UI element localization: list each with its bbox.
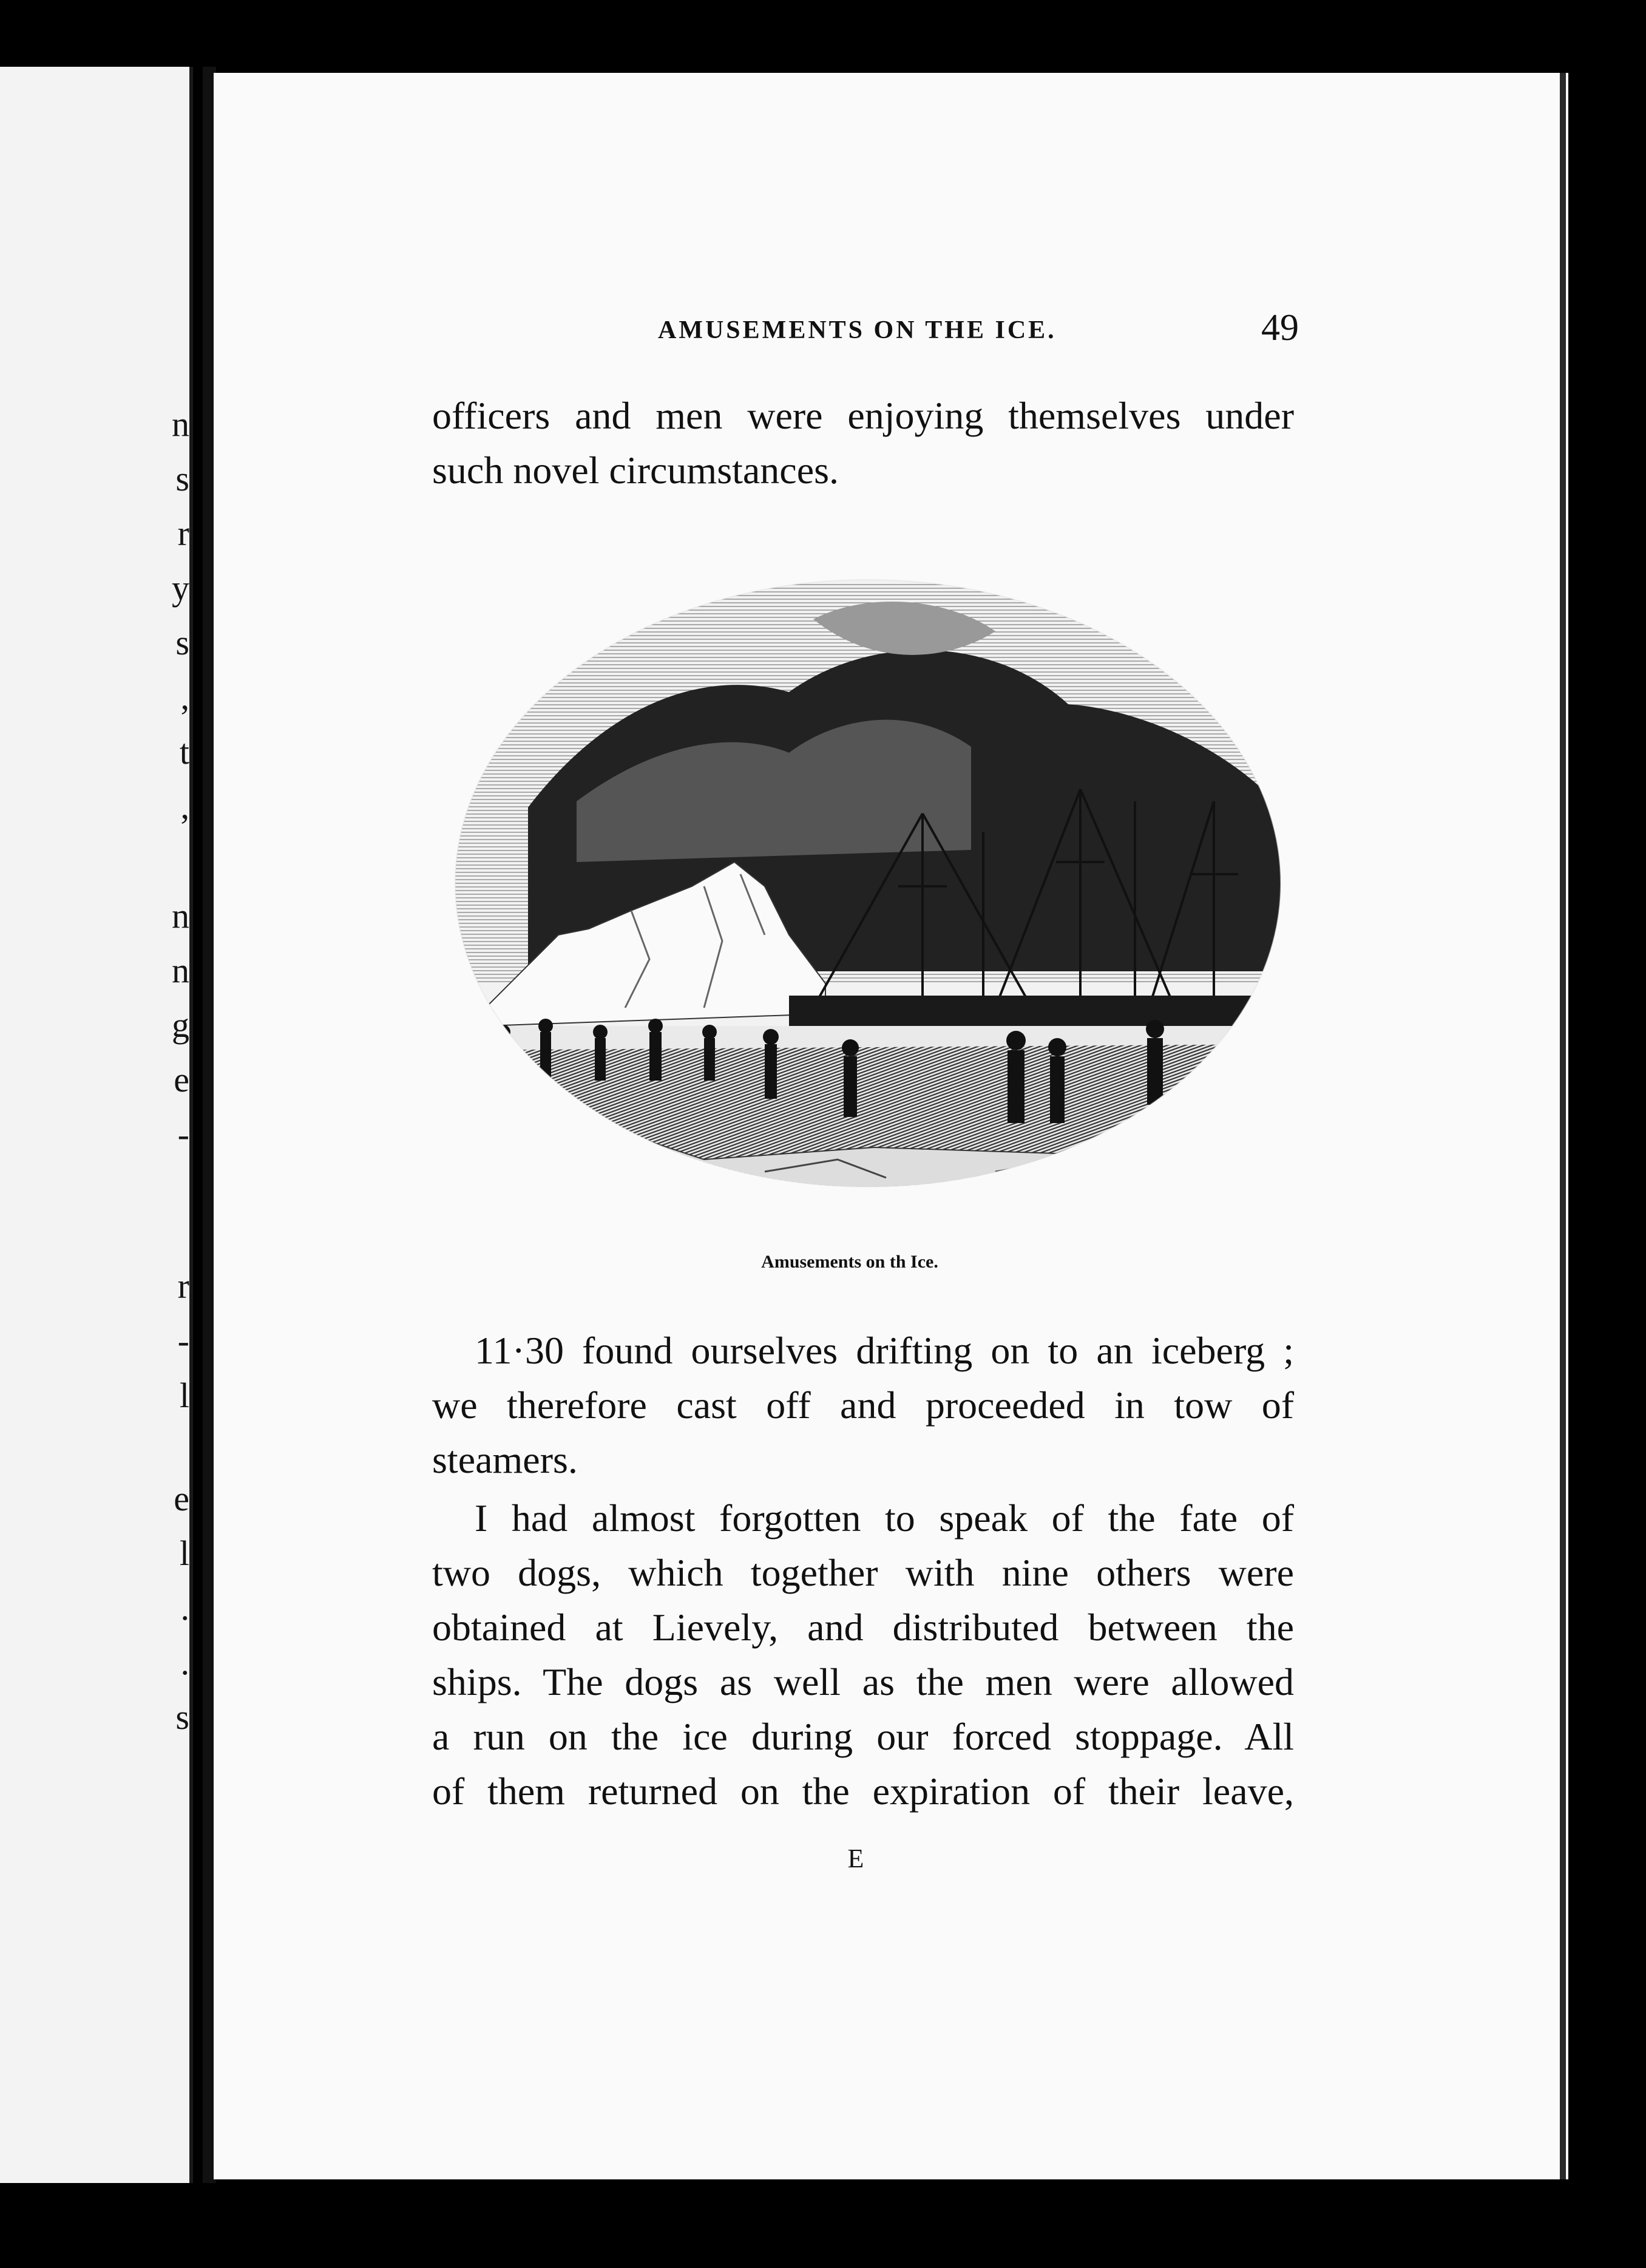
engraving-illustration <box>449 546 1287 1220</box>
facing-page-char: r <box>177 514 189 553</box>
figure-caption: Amusements on th Ice. <box>761 1252 938 1272</box>
facing-page-char: s <box>175 623 189 662</box>
facing-page-char: g <box>172 1005 189 1045</box>
text-line: a run on the ice during our forced stoppage. All <box>432 1715 1294 1758</box>
text-line: two dogs, which together with nine others were <box>432 1551 1294 1594</box>
facing-page-char: y <box>172 568 189 608</box>
facing-page-char: t <box>179 732 189 772</box>
facing-page-char: . <box>180 1643 189 1682</box>
page-edge-shadow <box>1560 73 1566 2179</box>
text-line: officers and men were enjoying themselves under <box>432 394 1294 437</box>
facing-page-char: s <box>175 1697 189 1737</box>
page-number: 49 <box>1261 307 1299 348</box>
facing-page-char: e <box>174 1479 189 1518</box>
facing-page-char: s <box>175 459 189 498</box>
paragraph-iceberg <box>432 1323 1294 1487</box>
facing-page-char: n <box>172 896 189 935</box>
text-line: such novel circumstances. <box>432 449 839 492</box>
facing-page-char: n <box>172 951 189 990</box>
facing-page-char: , <box>180 787 189 826</box>
intro-paragraph <box>432 389 1294 498</box>
text-line: I had almost forgotten to speak of the fate of <box>475 1496 1294 1540</box>
facing-page-char: l <box>179 1533 189 1573</box>
facing-page-char: n <box>172 404 189 444</box>
facing-page-char: - <box>177 1321 189 1360</box>
facing-page-char: , <box>180 677 189 717</box>
facing-page-edge <box>0 67 193 2183</box>
running-header: AMUSEMENTS ON THE ICE. <box>658 316 1057 344</box>
paragraph-dogs <box>432 1491 1294 1819</box>
text-line: 11·30 found ourselves drifting on to an iceberg ; <box>475 1329 1294 1372</box>
facing-page-char: - <box>177 1115 189 1154</box>
facing-page-char: r <box>177 1266 189 1306</box>
text-line: steamers. <box>432 1438 578 1481</box>
text-line: we therefore cast off and proceeded in tow of <box>432 1384 1294 1427</box>
text-line: of them returned on the expiration of their leave, <box>432 1770 1294 1813</box>
facing-page-char: . <box>180 1588 189 1628</box>
text-line: obtained at Lievely, and distributed between the <box>432 1606 1294 1649</box>
text-line: ships. The dogs as well as the men were allowed <box>432 1660 1294 1703</box>
signature-mark: E <box>847 1844 864 1873</box>
facing-page-char: l <box>179 1376 189 1415</box>
facing-page-char: e <box>174 1060 189 1099</box>
iceberg-ships-engraving <box>449 546 1287 1220</box>
